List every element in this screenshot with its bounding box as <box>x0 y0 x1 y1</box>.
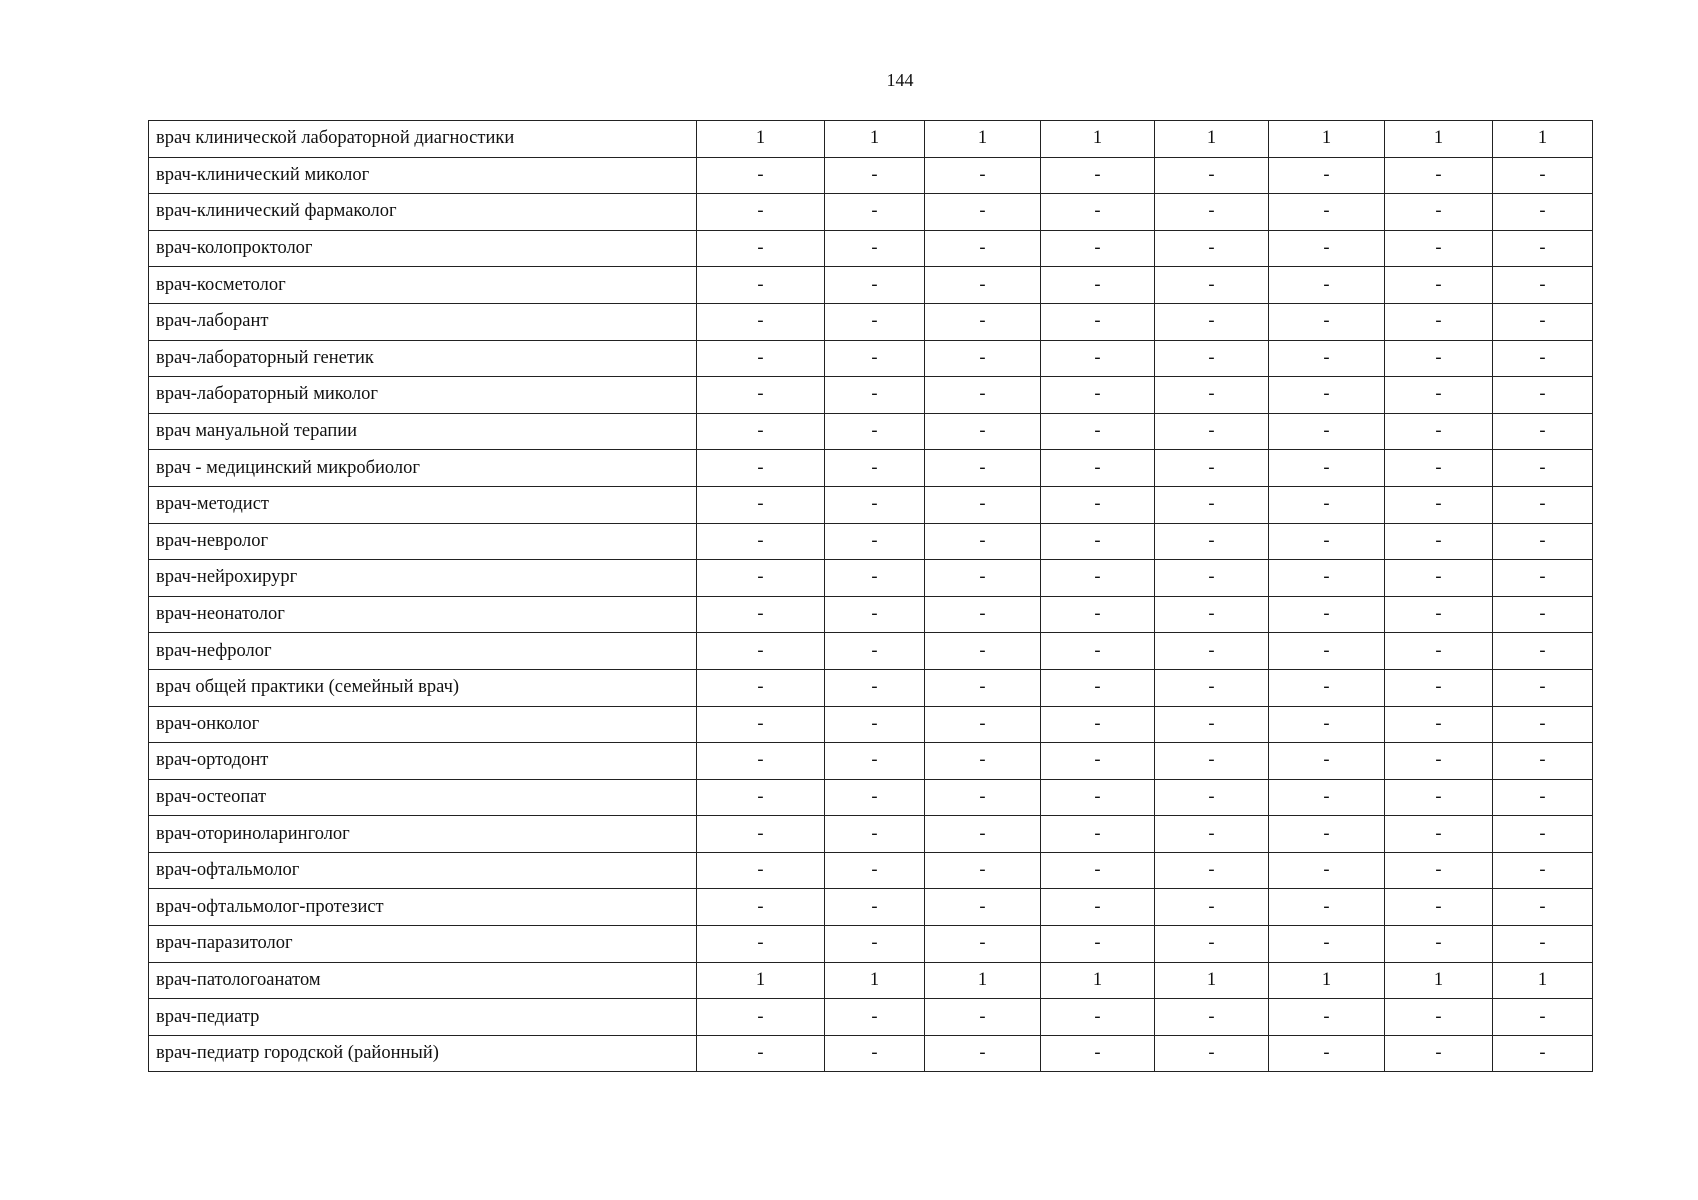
table-row <box>149 523 1593 560</box>
value-cell-3: - <box>925 596 1041 633</box>
value-cell-5: 1 <box>1155 962 1269 999</box>
value-cell-7: - <box>1385 779 1493 816</box>
value-cell-3: - <box>925 669 1041 706</box>
value-cell-8: - <box>1493 669 1593 706</box>
value-cell-6: - <box>1269 633 1385 670</box>
value-cell-8: - <box>1493 377 1593 414</box>
value-cell-2: - <box>825 486 925 523</box>
value-cell-8: 1 <box>1493 121 1593 158</box>
value-cell-2: 1 <box>825 121 925 158</box>
table-row <box>149 267 1593 304</box>
position-name-cell: врач - медицинский микробиолог <box>149 450 697 487</box>
value-cell-1: - <box>697 926 825 963</box>
table-row <box>149 706 1593 743</box>
position-name-cell: врач-лабораторный миколог <box>149 377 697 414</box>
value-cell-3: - <box>925 377 1041 414</box>
value-cell-6: - <box>1269 377 1385 414</box>
value-cell-8: - <box>1493 889 1593 926</box>
value-cell-3: - <box>925 267 1041 304</box>
table-row <box>149 669 1593 706</box>
value-cell-7: 1 <box>1385 121 1493 158</box>
position-name-cell: врач-нейрохирург <box>149 560 697 597</box>
value-cell-3: - <box>925 450 1041 487</box>
value-cell-6: - <box>1269 743 1385 780</box>
value-cell-8: - <box>1493 852 1593 889</box>
value-cell-7: - <box>1385 926 1493 963</box>
value-cell-3: - <box>925 303 1041 340</box>
value-cell-3: - <box>925 889 1041 926</box>
value-cell-4: - <box>1041 669 1155 706</box>
value-cell-6: - <box>1269 194 1385 231</box>
value-cell-4: - <box>1041 340 1155 377</box>
value-cell-7: 1 <box>1385 962 1493 999</box>
value-cell-8: - <box>1493 816 1593 853</box>
value-cell-3: - <box>925 852 1041 889</box>
value-cell-1: 1 <box>697 962 825 999</box>
position-name-cell: врач-невролог <box>149 523 697 560</box>
position-name-cell: врач мануальной терапии <box>149 413 697 450</box>
value-cell-6: - <box>1269 852 1385 889</box>
table-row <box>149 962 1593 999</box>
table-row <box>149 450 1593 487</box>
value-cell-7: - <box>1385 486 1493 523</box>
value-cell-6: - <box>1269 596 1385 633</box>
value-cell-6: - <box>1269 779 1385 816</box>
value-cell-2: - <box>825 523 925 560</box>
value-cell-6: - <box>1269 889 1385 926</box>
value-cell-6: - <box>1269 267 1385 304</box>
value-cell-4: 1 <box>1041 962 1155 999</box>
value-cell-7: - <box>1385 596 1493 633</box>
value-cell-2: - <box>825 706 925 743</box>
value-cell-4: - <box>1041 816 1155 853</box>
value-cell-3: - <box>925 706 1041 743</box>
value-cell-5: - <box>1155 926 1269 963</box>
value-cell-2: - <box>825 852 925 889</box>
value-cell-7: - <box>1385 377 1493 414</box>
value-cell-8: - <box>1493 413 1593 450</box>
value-cell-5: - <box>1155 633 1269 670</box>
value-cell-7: - <box>1385 194 1493 231</box>
page-number: 144 <box>886 70 914 90</box>
position-name-cell: врач-лаборант <box>149 303 697 340</box>
value-cell-5: - <box>1155 450 1269 487</box>
value-cell-4: - <box>1041 486 1155 523</box>
value-cell-8: - <box>1493 706 1593 743</box>
value-cell-1: - <box>697 596 825 633</box>
value-cell-5: - <box>1155 743 1269 780</box>
position-name-cell: врач-колопроктолог <box>149 230 697 267</box>
value-cell-3: - <box>925 413 1041 450</box>
value-cell-3: - <box>925 486 1041 523</box>
value-cell-2: - <box>825 413 925 450</box>
value-cell-7: - <box>1385 1035 1493 1072</box>
position-name-cell: врач-ортодонт <box>149 743 697 780</box>
value-cell-3: - <box>925 194 1041 231</box>
value-cell-5: 1 <box>1155 121 1269 158</box>
value-cell-4: - <box>1041 743 1155 780</box>
value-cell-7: - <box>1385 999 1493 1036</box>
value-cell-5: - <box>1155 340 1269 377</box>
value-cell-5: - <box>1155 669 1269 706</box>
value-cell-4: - <box>1041 267 1155 304</box>
position-name-cell: врач-офтальмолог-протезист <box>149 889 697 926</box>
value-cell-1: - <box>697 889 825 926</box>
value-cell-4: - <box>1041 596 1155 633</box>
position-name-cell: врач-неонатолог <box>149 596 697 633</box>
value-cell-2: - <box>825 633 925 670</box>
value-cell-1: - <box>697 340 825 377</box>
value-cell-4: - <box>1041 523 1155 560</box>
table-row <box>149 194 1593 231</box>
value-cell-6: - <box>1269 450 1385 487</box>
table-row <box>149 596 1593 633</box>
value-cell-1: - <box>697 706 825 743</box>
value-cell-8: - <box>1493 267 1593 304</box>
value-cell-4: - <box>1041 560 1155 597</box>
value-cell-5: - <box>1155 486 1269 523</box>
table-row <box>149 303 1593 340</box>
value-cell-6: - <box>1269 157 1385 194</box>
value-cell-8: - <box>1493 926 1593 963</box>
value-cell-5: - <box>1155 706 1269 743</box>
value-cell-1: - <box>697 486 825 523</box>
value-cell-6: - <box>1269 816 1385 853</box>
staffing-table <box>148 120 1593 1072</box>
value-cell-4: - <box>1041 706 1155 743</box>
value-cell-8: - <box>1493 303 1593 340</box>
value-cell-7: - <box>1385 413 1493 450</box>
value-cell-1: - <box>697 669 825 706</box>
value-cell-2: 1 <box>825 962 925 999</box>
value-cell-8: - <box>1493 157 1593 194</box>
value-cell-7: - <box>1385 816 1493 853</box>
position-name-cell: врач-педиатр <box>149 999 697 1036</box>
position-name-cell: врач-остеопат <box>149 779 697 816</box>
value-cell-3: - <box>925 926 1041 963</box>
value-cell-2: - <box>825 999 925 1036</box>
table-row <box>149 413 1593 450</box>
table-row <box>149 377 1593 414</box>
value-cell-2: - <box>825 596 925 633</box>
value-cell-3: - <box>925 157 1041 194</box>
value-cell-8: - <box>1493 340 1593 377</box>
value-cell-5: - <box>1155 1035 1269 1072</box>
position-name-cell: врач-лабораторный генетик <box>149 340 697 377</box>
position-name-cell: врач-нефролог <box>149 633 697 670</box>
value-cell-8: - <box>1493 1035 1593 1072</box>
position-name-cell: врач-косметолог <box>149 267 697 304</box>
table-row <box>149 926 1593 963</box>
table-row <box>149 486 1593 523</box>
value-cell-7: - <box>1385 633 1493 670</box>
value-cell-6: - <box>1269 413 1385 450</box>
value-cell-4: - <box>1041 413 1155 450</box>
value-cell-7: - <box>1385 523 1493 560</box>
value-cell-5: - <box>1155 267 1269 304</box>
value-cell-1: 1 <box>697 121 825 158</box>
value-cell-3: - <box>925 523 1041 560</box>
value-cell-4: - <box>1041 779 1155 816</box>
value-cell-4: 1 <box>1041 121 1155 158</box>
value-cell-5: - <box>1155 560 1269 597</box>
value-cell-5: - <box>1155 230 1269 267</box>
table-row <box>149 560 1593 597</box>
value-cell-1: - <box>697 303 825 340</box>
table-row <box>149 633 1593 670</box>
value-cell-8: - <box>1493 450 1593 487</box>
value-cell-2: - <box>825 450 925 487</box>
value-cell-5: - <box>1155 596 1269 633</box>
value-cell-7: - <box>1385 852 1493 889</box>
value-cell-1: - <box>697 194 825 231</box>
value-cell-3: - <box>925 743 1041 780</box>
value-cell-1: - <box>697 1035 825 1072</box>
value-cell-2: - <box>825 230 925 267</box>
value-cell-3: - <box>925 779 1041 816</box>
table-row <box>149 852 1593 889</box>
value-cell-2: - <box>825 560 925 597</box>
value-cell-4: - <box>1041 230 1155 267</box>
value-cell-8: - <box>1493 596 1593 633</box>
position-name-cell: врач-педиатр городской (районный) <box>149 1035 697 1072</box>
value-cell-6: - <box>1269 340 1385 377</box>
value-cell-6: - <box>1269 669 1385 706</box>
value-cell-1: - <box>697 852 825 889</box>
position-name-cell: врач-онколог <box>149 706 697 743</box>
value-cell-3: - <box>925 230 1041 267</box>
value-cell-8: - <box>1493 633 1593 670</box>
position-name-cell: врач-офтальмолог <box>149 852 697 889</box>
table-row <box>149 121 1593 158</box>
value-cell-2: - <box>825 669 925 706</box>
table-row <box>149 743 1593 780</box>
value-cell-6: - <box>1269 999 1385 1036</box>
value-cell-4: - <box>1041 157 1155 194</box>
value-cell-3: - <box>925 1035 1041 1072</box>
value-cell-6: - <box>1269 230 1385 267</box>
table-row <box>149 340 1593 377</box>
value-cell-6: - <box>1269 303 1385 340</box>
table-row <box>149 779 1593 816</box>
value-cell-2: - <box>825 157 925 194</box>
value-cell-1: - <box>697 157 825 194</box>
value-cell-7: - <box>1385 157 1493 194</box>
value-cell-4: - <box>1041 303 1155 340</box>
value-cell-4: - <box>1041 889 1155 926</box>
value-cell-8: - <box>1493 560 1593 597</box>
value-cell-4: - <box>1041 852 1155 889</box>
table-row <box>149 889 1593 926</box>
value-cell-7: - <box>1385 267 1493 304</box>
value-cell-1: - <box>697 816 825 853</box>
value-cell-1: - <box>697 779 825 816</box>
value-cell-2: - <box>825 926 925 963</box>
position-name-cell: врач-методист <box>149 486 697 523</box>
value-cell-4: - <box>1041 999 1155 1036</box>
value-cell-2: - <box>825 816 925 853</box>
value-cell-5: - <box>1155 999 1269 1036</box>
value-cell-5: - <box>1155 413 1269 450</box>
value-cell-8: - <box>1493 743 1593 780</box>
value-cell-7: - <box>1385 669 1493 706</box>
value-cell-7: - <box>1385 560 1493 597</box>
table-row <box>149 816 1593 853</box>
position-name-cell: врач общей практики (семейный врач) <box>149 669 697 706</box>
position-name-cell: врач-оториноларинголог <box>149 816 697 853</box>
value-cell-7: - <box>1385 303 1493 340</box>
value-cell-6: - <box>1269 486 1385 523</box>
value-cell-8: - <box>1493 779 1593 816</box>
value-cell-1: - <box>697 633 825 670</box>
value-cell-1: - <box>697 450 825 487</box>
value-cell-1: - <box>697 230 825 267</box>
value-cell-7: - <box>1385 450 1493 487</box>
value-cell-2: - <box>825 743 925 780</box>
value-cell-5: - <box>1155 157 1269 194</box>
value-cell-2: - <box>825 194 925 231</box>
position-name-cell: врач-клинический миколог <box>149 157 697 194</box>
value-cell-3: - <box>925 999 1041 1036</box>
table-row <box>149 230 1593 267</box>
table-row <box>149 999 1593 1036</box>
value-cell-2: - <box>825 303 925 340</box>
value-cell-5: - <box>1155 816 1269 853</box>
value-cell-2: - <box>825 889 925 926</box>
value-cell-3: - <box>925 816 1041 853</box>
table-body <box>149 121 1593 1072</box>
value-cell-1: - <box>697 743 825 780</box>
position-name-cell: врач-клинический фармаколог <box>149 194 697 231</box>
table-row <box>149 1035 1593 1072</box>
value-cell-1: - <box>697 523 825 560</box>
value-cell-4: - <box>1041 633 1155 670</box>
value-cell-6: - <box>1269 706 1385 743</box>
value-cell-6: - <box>1269 523 1385 560</box>
value-cell-7: - <box>1385 706 1493 743</box>
value-cell-1: - <box>697 267 825 304</box>
value-cell-1: - <box>697 413 825 450</box>
value-cell-5: - <box>1155 523 1269 560</box>
value-cell-5: - <box>1155 889 1269 926</box>
value-cell-7: - <box>1385 230 1493 267</box>
value-cell-8: 1 <box>1493 962 1593 999</box>
value-cell-8: - <box>1493 230 1593 267</box>
table-row <box>149 157 1593 194</box>
value-cell-4: - <box>1041 926 1155 963</box>
value-cell-4: - <box>1041 450 1155 487</box>
value-cell-3: - <box>925 633 1041 670</box>
value-cell-6: 1 <box>1269 962 1385 999</box>
value-cell-4: - <box>1041 194 1155 231</box>
value-cell-4: - <box>1041 1035 1155 1072</box>
value-cell-5: - <box>1155 852 1269 889</box>
value-cell-2: - <box>825 340 925 377</box>
value-cell-8: - <box>1493 194 1593 231</box>
position-name-cell: врач-патологоанатом <box>149 962 697 999</box>
value-cell-7: - <box>1385 340 1493 377</box>
position-name-cell: врач-паразитолог <box>149 926 697 963</box>
value-cell-2: - <box>825 377 925 414</box>
value-cell-1: - <box>697 999 825 1036</box>
value-cell-2: - <box>825 779 925 816</box>
value-cell-3: - <box>925 340 1041 377</box>
value-cell-8: - <box>1493 523 1593 560</box>
value-cell-5: - <box>1155 194 1269 231</box>
value-cell-6: 1 <box>1269 121 1385 158</box>
value-cell-6: - <box>1269 926 1385 963</box>
value-cell-4: - <box>1041 377 1155 414</box>
value-cell-5: - <box>1155 377 1269 414</box>
value-cell-2: - <box>825 1035 925 1072</box>
value-cell-1: - <box>697 377 825 414</box>
value-cell-8: - <box>1493 486 1593 523</box>
value-cell-3: 1 <box>925 121 1041 158</box>
value-cell-1: - <box>697 560 825 597</box>
value-cell-7: - <box>1385 743 1493 780</box>
position-name-cell: врач клинической лабораторной диагностики <box>149 121 697 158</box>
value-cell-6: - <box>1269 1035 1385 1072</box>
value-cell-8: - <box>1493 999 1593 1036</box>
value-cell-6: - <box>1269 560 1385 597</box>
value-cell-5: - <box>1155 303 1269 340</box>
value-cell-3: - <box>925 560 1041 597</box>
value-cell-2: - <box>825 267 925 304</box>
value-cell-7: - <box>1385 889 1493 926</box>
value-cell-5: - <box>1155 779 1269 816</box>
value-cell-3: 1 <box>925 962 1041 999</box>
